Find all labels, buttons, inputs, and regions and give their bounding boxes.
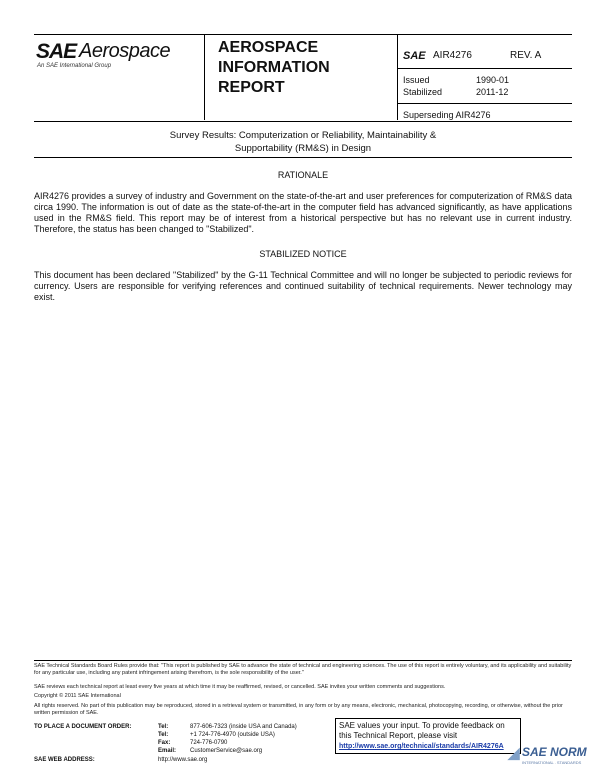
- feedback-link[interactable]: http://www.sae.org/technical/standards/AIR4276A: [339, 743, 504, 750]
- copyright: Copyright © 2011 SAE International: [34, 693, 121, 699]
- rationale-heading: RATIONALE: [277, 170, 329, 180]
- contact-key: Tel:: [158, 732, 169, 738]
- contact-value: 724-776-0790: [190, 740, 228, 746]
- footer-rule: [34, 660, 572, 661]
- stabilized-notice-heading: STABILIZED NOTICE: [259, 249, 347, 259]
- issued-value: 1990-01: [476, 75, 510, 85]
- report-type-line: AEROSPACE: [218, 39, 319, 56]
- stabilized-value: 2011-12: [476, 87, 509, 97]
- header-divider-right: [397, 34, 398, 120]
- document-title: [34, 129, 572, 155]
- title-rule: [34, 157, 572, 158]
- revision: REV. A: [510, 50, 542, 61]
- contact-value: CustomerService@sae.org: [190, 748, 263, 754]
- web-label: SAE WEB ADDRESS:: [34, 757, 95, 763]
- feedback-box: [335, 718, 521, 754]
- contact-key: Email:: [158, 748, 177, 754]
- stabilized-notice-text: This document has been declared "Stabilized" by the G-11 Technical Committee and will no longer be subjected to periodic reviews for currency. Users are responsible for verifying references and continued suitability of technical requirements. Newer technology may exist.: [34, 270, 572, 302]
- logo-aerospace: Aerospace: [79, 40, 171, 62]
- report-type-line: REPORT: [218, 79, 285, 96]
- contact-key: Fax:: [158, 740, 171, 746]
- web-address-link[interactable]: http://www.sae.org: [158, 757, 208, 763]
- contact-value: 877-606-7323 (inside USA and Canada): [190, 724, 297, 730]
- superseding: Superseding AIR4276: [403, 110, 491, 120]
- stabilized-label: Stabilized: [403, 87, 443, 97]
- watermark-text: SAE NORM: [522, 745, 587, 759]
- report-type-line: INFORMATION: [218, 59, 330, 76]
- doc-number: AIR4276: [433, 50, 472, 61]
- rationale-text: AIR4276 provides a survey of industry and Government on the state-of-the-art and user preferences for computerization of RM&S data circa 1990. The information is out of date as the state-of-the-art in the computer field has advanced significantly, as have applications used in the RM&S field. This report may be of interest from a historical perspective but has no relevant use in current industry. Therefore, the status has been changed to "Stabilized".: [34, 191, 572, 234]
- contact-key: Tel:: [158, 724, 169, 730]
- watermark-subtext: INTERNATIONAL . STANDARDS: [522, 760, 582, 765]
- contact-value: +1 724-776-4970 (outside USA): [190, 732, 275, 738]
- rules-text: SAE Technical Standards Board Rules provide that: "This report is published by SAE to advance the state of technical and engineering sciences. The use of this report is entirely voluntary, and its applicability and suitability for any particular use, including any patent infringement arising therefrom, is the sole responsibility of the user.": [34, 663, 572, 676]
- review-text: SAE reviews each technical report at least every five years at which time it may be reaffirmed, revised, or cancelled. SAE invites your written comments and suggestions.: [34, 684, 446, 690]
- watermark-icon: ◢: [508, 745, 520, 762]
- header-divider-left: [204, 34, 205, 120]
- report-type: [218, 38, 388, 98]
- logo-subtitle: An SAE International Group: [37, 63, 112, 69]
- title-line: Supportability (RM&S) in Design: [234, 143, 372, 154]
- header-rule-upper: [397, 68, 572, 69]
- feedback-text: SAE values your input. To provide feedback on this Technical Report, please visit: [339, 721, 505, 740]
- rights-text: All rights reserved. No part of this publication may be reproduced, stored in a retrieval system or transmitted, in any form or by any means, electronic, mechanical, photocopying, recording, or otherwise, without the prior written permission of SAE.: [34, 703, 563, 716]
- order-label: TO PLACE A DOCUMENT ORDER:: [34, 724, 132, 730]
- issued-label: Issued: [403, 75, 430, 85]
- sae-mark: SAE: [403, 50, 426, 62]
- logo-sae: SAE: [36, 40, 77, 63]
- title-line: Survey Results: Computerization or Reliability, Maintainability &: [169, 130, 437, 141]
- header-rule-lower: [397, 103, 572, 104]
